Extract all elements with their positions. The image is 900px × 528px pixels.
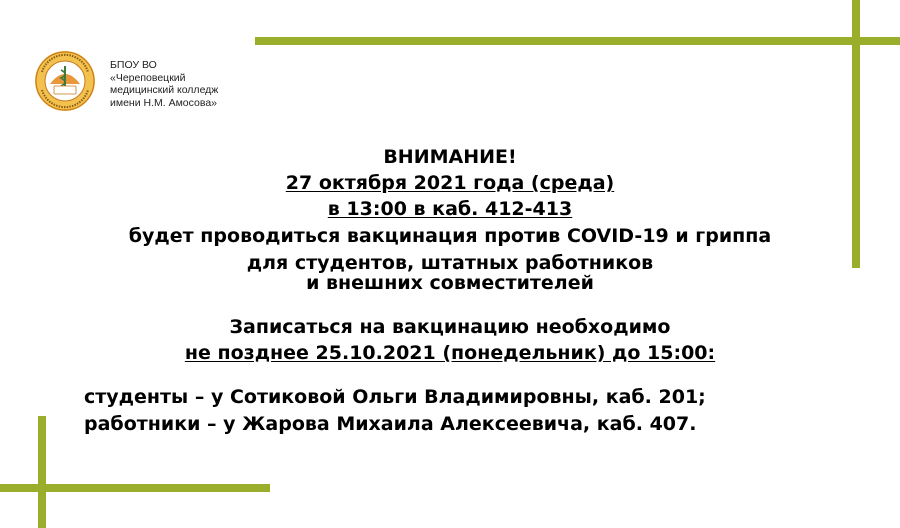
decorative-line-top-horizontal xyxy=(255,37,900,45)
announcement-line-1: будет проводиться вакцинация против COVID-19 и гриппа xyxy=(128,225,772,247)
announcement-date: 27 октября 2021 года (среда) xyxy=(285,172,615,194)
decorative-line-bottom-vertical xyxy=(38,416,46,528)
signup-text: Записаться на вакцинацию необходимо xyxy=(229,316,671,338)
organization-name xyxy=(110,59,218,109)
students-contact: студенты – у Сотиковой Ольги Владимировны, каб. 201; xyxy=(84,386,706,408)
organization-line: «Череповецкий xyxy=(110,71,186,84)
college-emblem-icon xyxy=(34,50,96,112)
announcement-line-3: и внешних совместителей xyxy=(306,272,594,294)
signup-deadline: не позднее 25.10.2021 (понедельник) до 15:00: xyxy=(184,342,716,364)
organization-line: БПОУ ВО xyxy=(110,59,157,71)
organization-line: медицинский колледж xyxy=(110,84,219,96)
organization-line: имени Н.М. Амосова» xyxy=(110,96,217,109)
announcement-heading: ВНИМАНИЕ! xyxy=(383,146,517,168)
staff-contact: работники – у Жарова Михаила Алексеевича, каб. 407. xyxy=(84,413,697,435)
announcement-line-2: для студентов, штатных работников xyxy=(246,252,654,274)
announcement-time-place: в 13:00 в каб. 412-413 xyxy=(327,198,573,220)
